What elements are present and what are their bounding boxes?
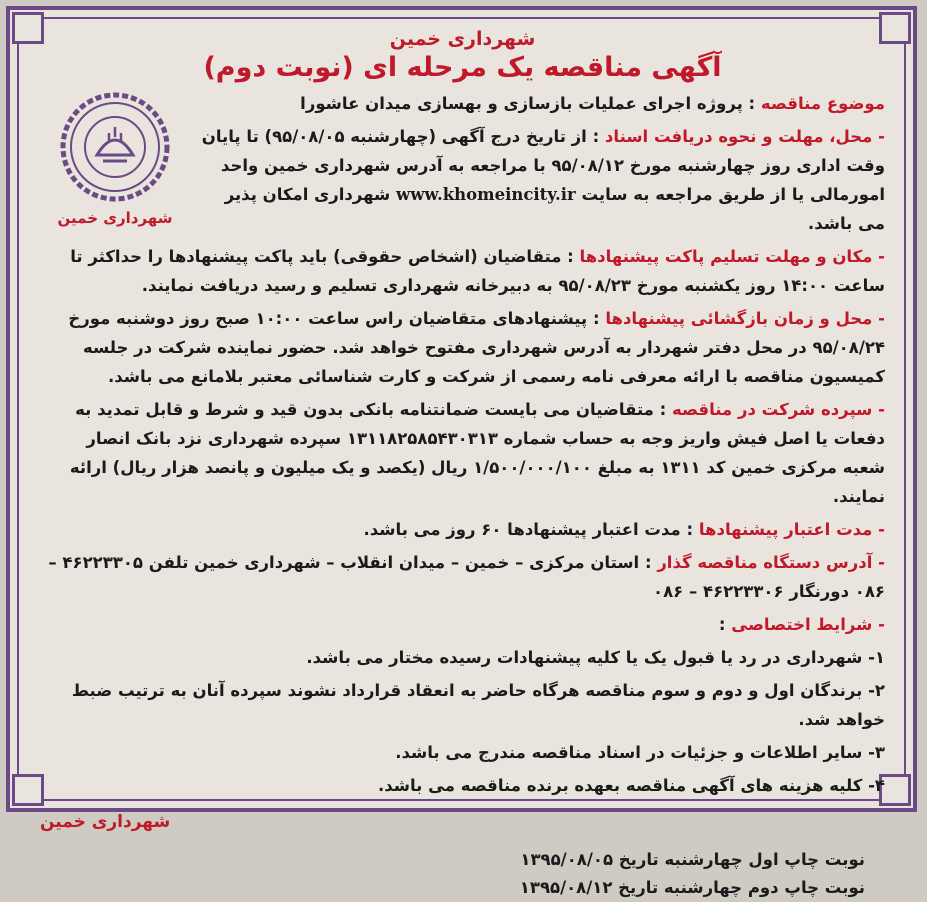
section-text: : متقاضیان (اشخاص حقوقی) باید پاکت پیشنهادها را حداکثر تا ساعت ۱۴:۰۰ روز یکشنبه مورخ ۹۵/۰۸/۲۳ به دبیرخانه شهرداری تسلیم و رسید دریافت نمایند. — [70, 247, 885, 295]
municipality-logo — [40, 89, 190, 227]
section-label: - شرایط اختصاصی — [731, 615, 885, 634]
notice-content — [40, 28, 885, 897]
signature: شهرداری خمین — [40, 812, 171, 832]
section-documents — [200, 122, 885, 238]
section-text: : مدت اعتبار پیشنهادها ۶۰ روز می باشد. — [363, 520, 694, 539]
notice-frame — [6, 6, 917, 897]
publication-first: نوبت چاپ اول چهارشنبه تاریخ ۱۳۹۵/۰۸/۰۵ — [520, 850, 865, 869]
publication-second: نوبت چاپ دوم چهارشنبه تاریخ ۱۳۹۵/۰۸/۱۲ — [519, 878, 865, 897]
section-text: : — [718, 615, 726, 634]
municipality-seal-icon — [57, 89, 173, 205]
notice-title: آگهی مناقصه یک مرحله ای (نوبت دوم) — [203, 52, 722, 83]
section-text: : پیشنهادهای متقاضیان راس ساعت ۱۰:۰۰ صبح روز دوشنبه مورخ ۹۵/۰۸/۲۴ در محل دفتر شهردار به آدرس شهرداری مفتوح خواهد شد. حضور نماینده شرکت در جلسه کمیسیون مناقصه با ارائه معرفی نامه رسمی از شرکت و کارت شناسائی معتبر بلامانع می باشد. — [68, 309, 885, 386]
section-text: شهرداری امکان پذیر می باشد. — [224, 185, 885, 233]
condition-item: ۴- کلیه هزینه های آگهی مناقصه بعهده برنده مناقصه می باشد. — [377, 776, 885, 795]
logo-caption: شهرداری خمین — [57, 209, 173, 227]
section-validity — [40, 515, 885, 544]
publication-dates — [40, 846, 865, 902]
section-text: : متقاضیان می بایست ضمانتنامه بانکی بدون قید و شرط و قابل تمدید به دفعات یا اصل فیش واریز وجه به حساب شماره ۱۳۱۱۸۲۵۸۵۴۳۰۳۱۳ سپرده شهرداری نزد بانک انصار شعبه مرکزی خمین کد ۱۳۱۱ به مبلغ ۱/۵۰۰/۰۰۰/۱۰۰ ریال (یکصد و یک میلیون و پانصد هزار ریال) ارائه نمایند. — [69, 400, 885, 506]
section-text: : پروژه اجرای عملیات بازسازی و بهسازی میدان عاشورا — [300, 94, 756, 113]
condition-item: ۱- شهرداری در رد یا قبول یک یا کلیه پیشنهادات رسیده مختار می باشد. — [306, 648, 885, 667]
section-address — [40, 548, 885, 606]
section-label: - محل و زمان بازگشائی پیشنهادها — [605, 309, 885, 328]
section-label: - آدرس دستگاه مناقصه گذار — [657, 553, 885, 572]
section-label: - مکان و مهلت تسلیم پاکت پیشنهادها — [579, 247, 885, 266]
top-section — [40, 89, 885, 238]
section-submission — [40, 242, 885, 300]
condition-item: ۳- سایر اطلاعات و جزئیات در اسناد مناقصه مندرج می باشد. — [395, 743, 885, 762]
condition-item: ۲- برندگان اول و دوم و سوم مناقصه هرگاه حاضر به انعقاد قرارداد نشوند سپرده آنان به ترتیب ضبط خواهد شد. — [71, 681, 885, 729]
section-label: موضوع مناقصه — [760, 94, 885, 113]
section-text: : استان مرکزی – خمین – میدان انقلاب – شهرداری خمین تلفن ۴۶۲۲۳۳۰۵ – ۰۸۶ دورنگار ۴۶۲۲۳۳۰۶ – ۰۸۶ — [48, 553, 885, 601]
website-link[interactable]: www.khomeincity.ir — [396, 185, 576, 204]
header-city: شهرداری خمین — [389, 28, 536, 50]
section-label: - مدت اعتبار پیشنهادها — [698, 520, 885, 539]
section-label: - محل، مهلت و نحوه دریافت اسناد — [604, 127, 885, 146]
section-special-conditions — [40, 610, 885, 639]
section-opening — [40, 304, 885, 391]
section-label: - سپرده شرکت در مناقصه — [672, 400, 885, 419]
section-text: : از تاریخ درج آگهی (چهارشنبه ۹۵/۰۸/۰۵) تا پایان وقت اداری روز چهارشنبه مورخ ۹۵/۰۸/۱۲ با مراجعه به آدرس شهرداری خمین واحد امورمالی یا از طریق مراجعه به سایت — [201, 127, 885, 204]
section-deposit — [40, 395, 885, 511]
section-subject — [200, 89, 885, 118]
